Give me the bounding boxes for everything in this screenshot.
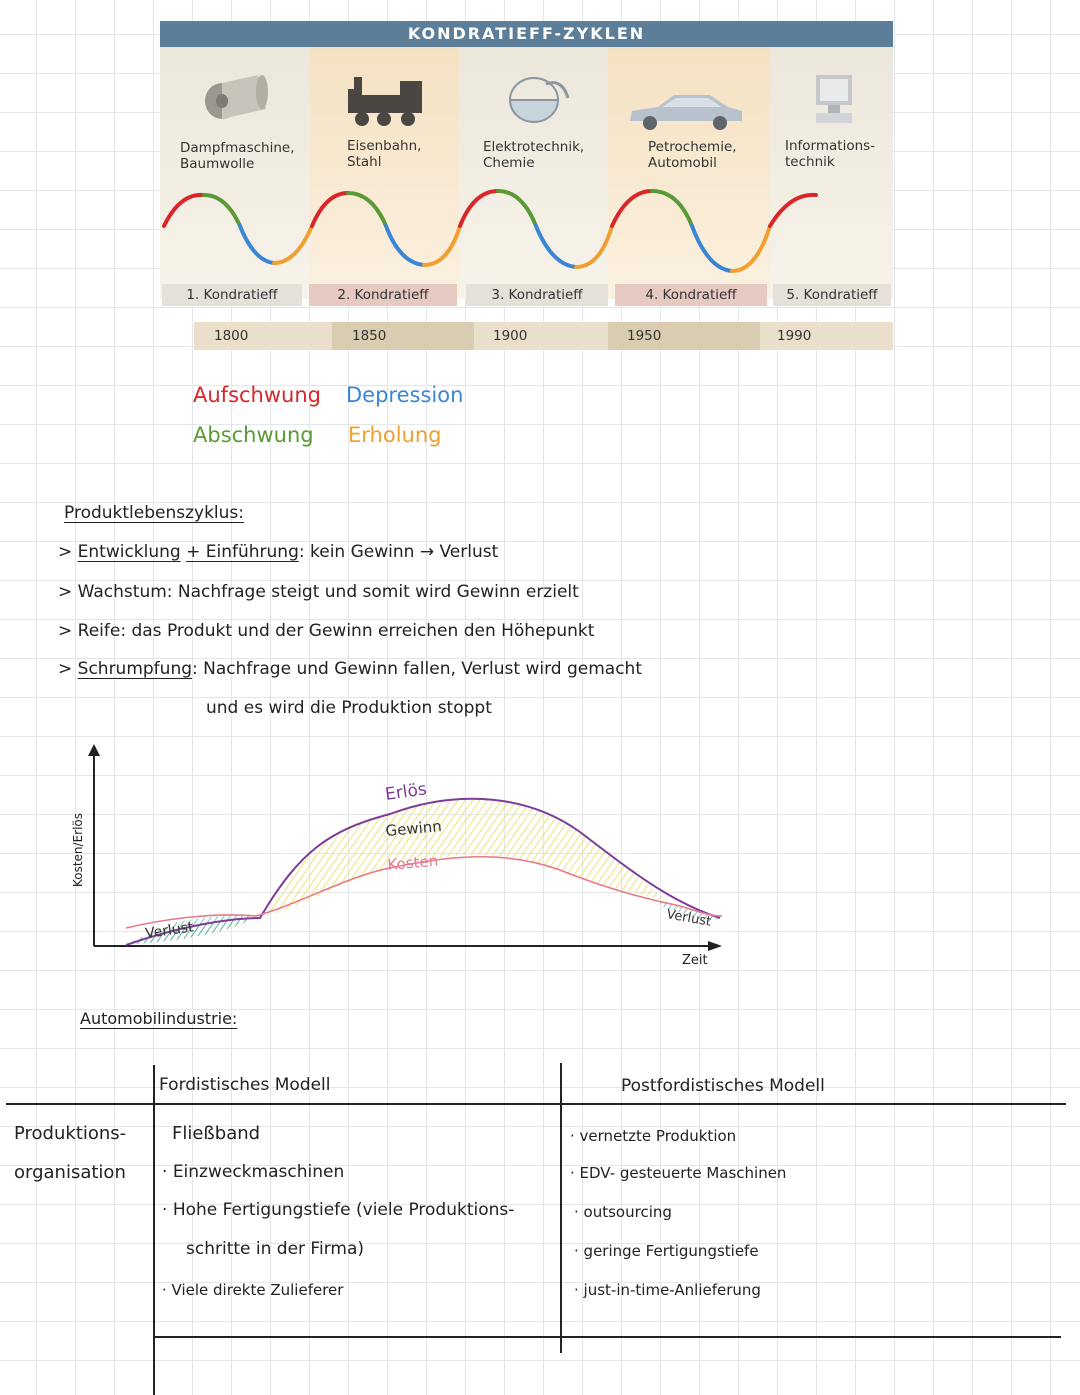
year-label: 1800	[214, 328, 249, 344]
ford-item: · Einzweckmaschinen	[162, 1162, 345, 1182]
flask-icon	[506, 76, 572, 130]
plz-chart	[60, 740, 740, 980]
verlust-label-left: Verlust	[144, 919, 195, 942]
computer-icon	[812, 73, 858, 133]
col-header-postfordist: Postfordistisches Modell	[621, 1076, 825, 1096]
plz-line-5: und es wird die Produktion stoppt	[206, 698, 492, 718]
ford-item: Fließband	[172, 1123, 261, 1144]
cotton-roll-icon	[200, 69, 270, 129]
auto-title: Automobilindustrie:	[80, 1009, 238, 1028]
year-label: 1850	[352, 328, 387, 344]
col-header-fordist: Fordistisches Modell	[159, 1075, 331, 1095]
gewinn-label: Gewinn	[384, 817, 443, 840]
table-line	[6, 1103, 1066, 1105]
column-label: Petrochemie, Automobil	[648, 139, 737, 171]
cycle-box: 3. Kondratieff	[466, 284, 608, 306]
ford-item: · Viele direkte Zulieferer	[162, 1281, 344, 1299]
plz-line-3: > Reife: das Produkt und der Gewinn erreichen den Höhepunkt	[58, 621, 595, 641]
plz-line-1: > Entwicklung + Einführung: kein Gewinn → Verlust	[58, 542, 499, 562]
year-label: 1900	[493, 328, 528, 344]
y-axis-arrow	[88, 744, 100, 756]
row-label: Produktions-	[14, 1123, 127, 1144]
postford-item: · geringe Fertigungstiefe	[574, 1242, 759, 1260]
column-label: Eisenbahn, Stahl	[347, 138, 422, 170]
verlust-label-right: Verlust	[665, 907, 713, 930]
year-label: 1990	[777, 328, 812, 344]
postford-item: · EDV- gesteuerte Maschinen	[570, 1164, 787, 1182]
erloes-label: Erlös	[383, 779, 429, 805]
plz-line-4: > Schrumpfung: Nachfrage und Gewinn fallen, Verlust wird gemacht	[58, 659, 643, 679]
phase-aufschwung: Aufschwung	[193, 383, 321, 407]
column-label: Elektrotechnik, Chemie	[483, 139, 585, 171]
table-line	[153, 1065, 155, 1395]
postford-item: · vernetzte Produktion	[570, 1127, 737, 1145]
postford-item: · just-in-time-Anlieferung	[574, 1281, 761, 1299]
phase-erholung: Erholung	[348, 423, 442, 447]
table-line	[560, 1063, 562, 1353]
ford-item: schritte in der Firma)	[186, 1239, 364, 1259]
locomotive-icon	[346, 73, 426, 129]
phase-abschwung: Abschwung	[193, 423, 314, 447]
profit-area	[260, 799, 670, 918]
x-axis-label: Zeit	[682, 953, 708, 968]
plz-line-2: > Wachstum: Nachfrage steigt und somit wird Gewinn erzielt	[58, 582, 579, 602]
phase-depression: Depression	[346, 383, 464, 407]
cycle-box: 5. Kondratieff	[773, 284, 891, 306]
row-label: organisation	[14, 1162, 126, 1183]
cycle-box: 1. Kondratieff	[162, 284, 302, 306]
cycle-box: 4. Kondratieff	[615, 284, 767, 306]
kosten-label: Kosten	[386, 851, 439, 874]
column-label: Dampfmaschine, Baumwolle	[180, 140, 295, 172]
column-label: Informations- technik	[785, 138, 876, 170]
year-label: 1950	[627, 328, 662, 344]
kondratieff-graphic	[160, 21, 893, 353]
x-axis-arrow	[708, 941, 722, 951]
kondratieff-wave	[160, 181, 893, 281]
plz-title: Produktlebenszyklus:	[64, 503, 245, 523]
kondratieff-title: KONDRATIEFF-ZYKLEN	[160, 21, 893, 47]
postford-item: · outsourcing	[574, 1203, 672, 1221]
car-icon	[628, 93, 744, 133]
table-line	[153, 1336, 1061, 1338]
cycle-box: 2. Kondratieff	[309, 284, 457, 306]
y-axis-label: Kosten/Erlös	[71, 812, 85, 888]
ford-item: · Hohe Fertigungstiefe (viele Produktions-	[162, 1200, 515, 1220]
